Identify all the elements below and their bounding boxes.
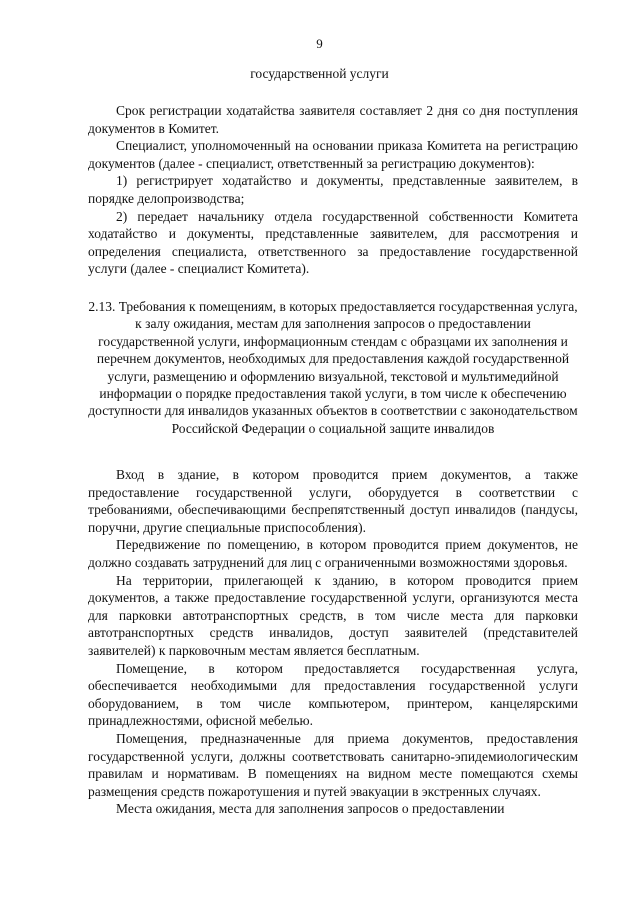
paragraph: Вход в здание, в котором проводится прием документов, а также предоставление государственной услуги, оборудуется в соответствии с требованиями, обеспечивающими беспрепятственный доступ инвалидов (пандусы, поручни, другие специальные приспособления). [88,467,578,535]
paragraph: Передвижение по помещению, в котором проводится прием документов, не должно создавать затруднений для лиц с ограниченными возможностями здоровья. [88,537,578,570]
paragraph: Места ожидания, места для заполнения запросов о предоставлении [116,801,505,817]
paragraph: 2) передает начальнику отдела государственной собственности Комитета ходатайство и документы, представленные заявителем, для рассмотрения и определения специалиста, ответственного за предоставление государственной услуги (далее - специалист Комитета). [88,208,578,277]
paragraph: Срок регистрации ходатайства заявителя составляет 2 дня со дня поступления документов в Комитет. [88,103,578,136]
paragraph: На территории, прилегающей к зданию, в котором проводится прием документов, а также предоставление государственной услуги, организуются места для парковки автотранспортных средств, в том числе места для парковки автотранспортных средств инвалидов, доступ заявителей (представителей заявителей) к парковочным местам является бесплатным. [88,572,578,658]
section-heading: 2.13. Требования к помещениям, в которых предоставляется государственная услуга, к залу ожидания, местам для заполнения запросов о предоставлении государственной услуги, информационным стендам с образцами их заполнения и перечнем документов, необходимых для предоставления каждой государственной услуги, размещению и оформлению визуальной, текстовой и мультимедийной информации о порядке предоставления такой услуги, в том числе к обеспечению доступности для инвалидов указанных объектов в соответствии с законодательством Российской Федерации о социальной защите инвалидов [88,299,578,436]
continuation-line: государственной услуги [250,66,389,81]
section-premises [88,466,578,818]
paragraph: Специалист, уполномоченный на основании приказа Комитета на регистрацию документов (далее - специалист, ответственный за регистрацию документов): [88,138,578,171]
paragraph: Помещения, предназначенные для приема документов, предоставления государственной услуги, должны соответствовать санитарно-эпидемиологическим правилам и нормативам. В помещениях на видном месте помещаются схемы размещения средств пожаротушения и путей эвакуации в экстренных случаях. [88,730,578,799]
paragraph: Помещение, в котором предоставляется государственная услуга, обеспечивается необходимыми для предоставления государственной услуги оборудованием, в том числе компьютером, принтером, канцелярскими принадлежностями, офисной мебелью. [88,660,578,729]
page-number: 9 [316,36,323,51]
section-registration [88,102,578,278]
paragraph: 1) регистрирует ходатайство и документы, представленные заявителем, в порядке делопроизводства; [88,173,578,206]
